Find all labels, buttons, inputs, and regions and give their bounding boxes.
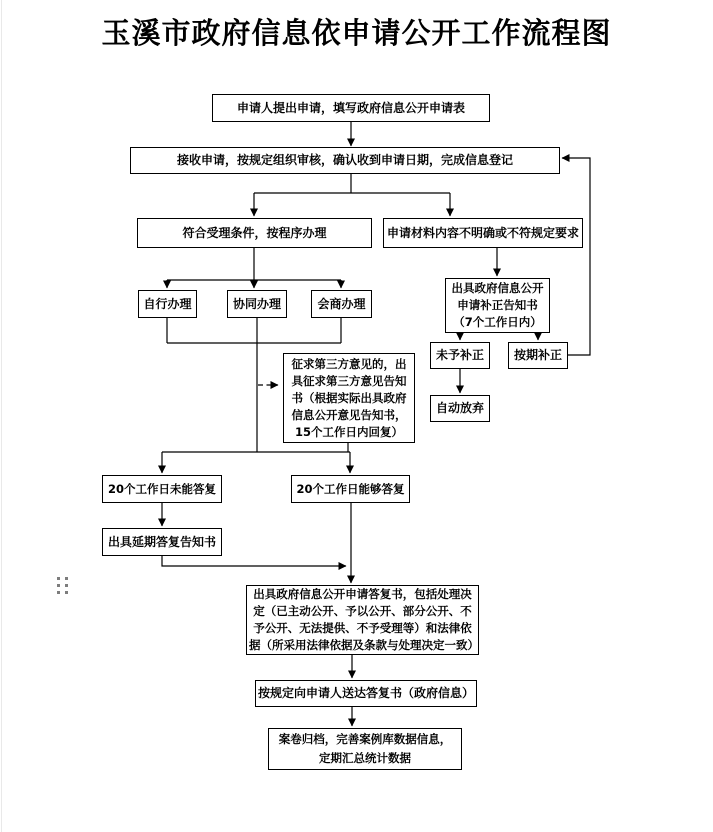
flow-node-unclear: 申请材料内容不明确或不符规定要求 [383, 218, 583, 248]
flow-node-on-time-supplement: 按期补正 [508, 342, 568, 369]
connector-20day-trunk [162, 443, 350, 452]
page-title: 玉溪市政府信息依申请公开工作流程图 [101, 16, 612, 50]
flow-node-third-party: 征求第三方意见的，出具征求第三方意见告知书（根据实际出具政府信息公开意见告知书，15个工作日内回复） [283, 353, 415, 443]
drag-handle-icon[interactable] [57, 577, 69, 596]
flow-node-collab-handle: 协同办理 [227, 290, 287, 318]
flow-node-archive: 案卷归档，完善案例库数据信息，定期汇总统计数据 [268, 728, 462, 770]
flow-node-deliver: 按规定向申请人送达答复书（政府信息） [255, 680, 477, 707]
flow-node-supplement-notice: 出具政府信息公开申请补正告知书（7个工作日内） [445, 278, 550, 333]
flow-node-delay-notice: 出具延期答复告知书 [102, 528, 222, 556]
connector-receive-split [254, 174, 450, 193]
flow-node-can-reply-20: 20个工作日能够答复 [291, 475, 410, 503]
flow-node-self-handle: 自行办理 [138, 290, 197, 318]
flow-node-consult-handle: 会商办理 [311, 290, 372, 318]
flow-node-receive: 接收申请，按规定组织审核，确认收到申请日期，完成信息登记 [130, 147, 560, 174]
flow-node-qualified: 符合受理条件，按程序办理 [137, 218, 372, 248]
flow-node-apply: 申请人提出申请，填写政府信息公开申请表 [212, 94, 490, 122]
connector-qualified-trunk [167, 248, 341, 280]
flow-node-cannot-reply-20: 20个工作日未能答复 [102, 475, 222, 503]
flow-node-auto-abandon: 自动放弃 [430, 395, 490, 422]
connector-ontime-loopback [562, 158, 590, 355]
flow-node-reply-doc: 出具政府信息公开申请答复书，包括处理决定（已主动公开、予以公开、部分公开、不予公开、无法提供、不予受理等）和法律依据（所采用法律依据及条款与处理决定一致） [246, 585, 479, 655]
flow-node-no-supplement: 未予补正 [430, 342, 490, 369]
connector-delay-join [162, 556, 346, 566]
